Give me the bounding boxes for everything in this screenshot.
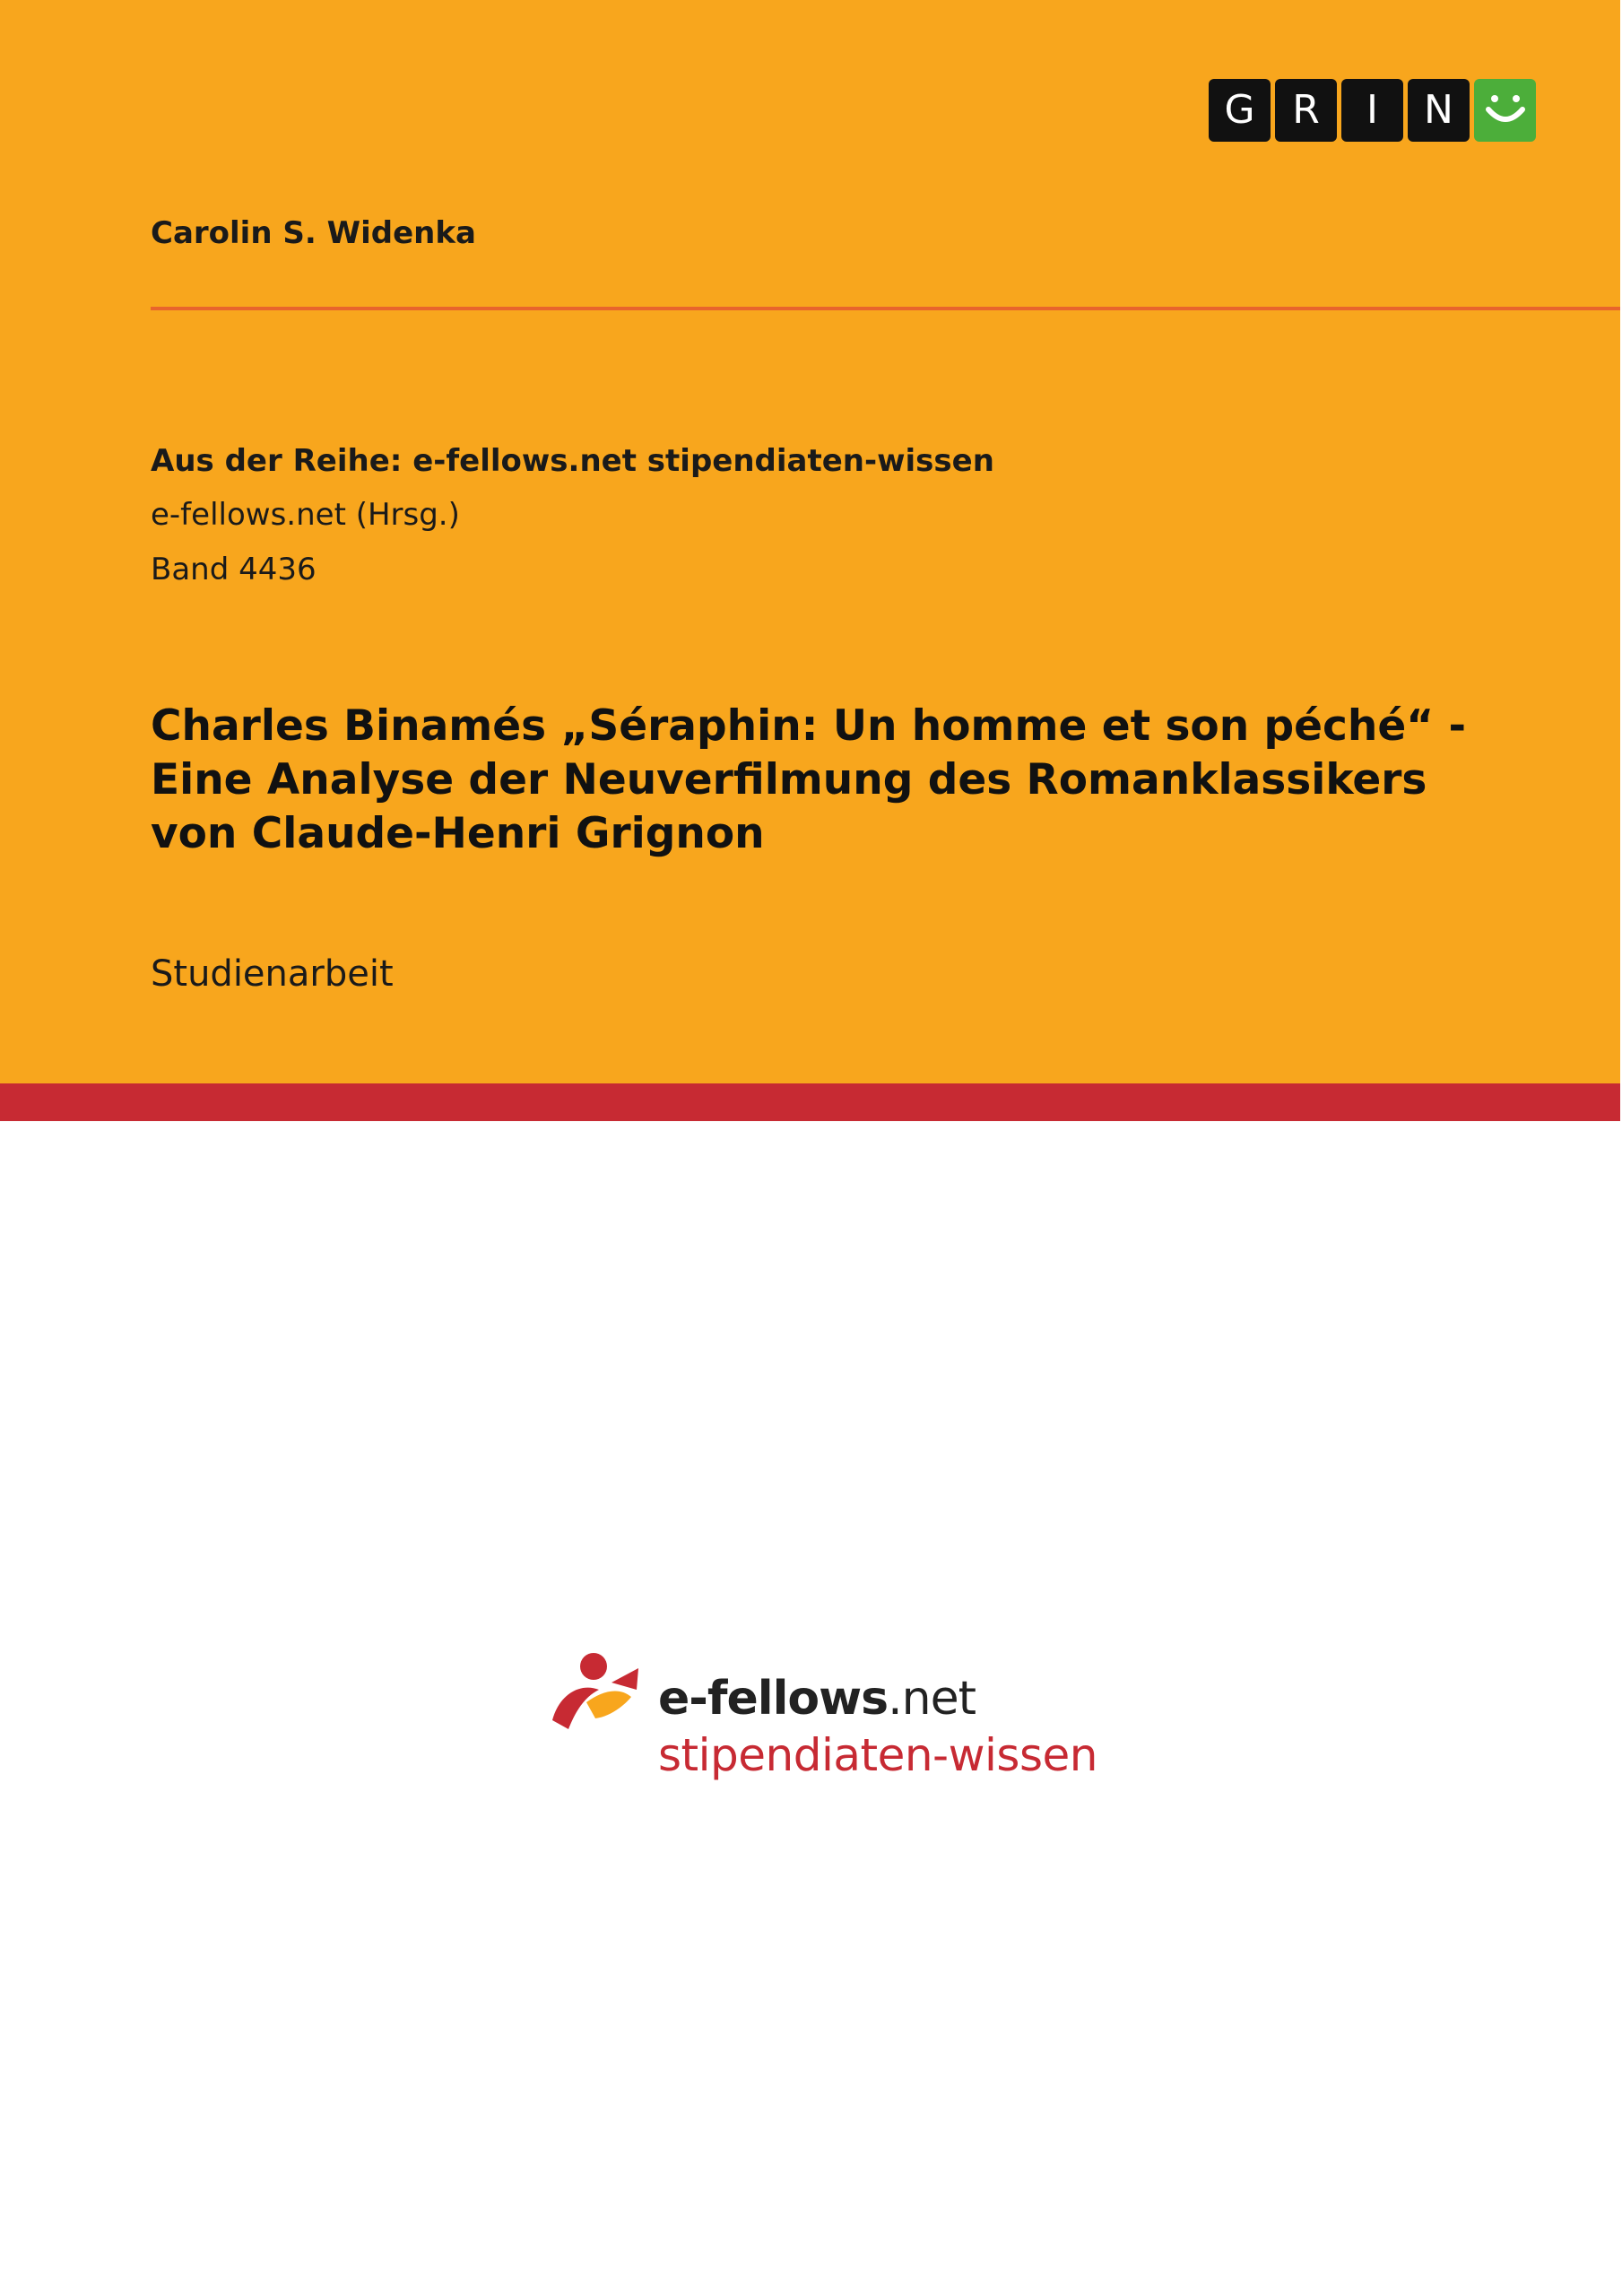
- series-volume: Band 4436: [151, 552, 317, 587]
- grin-letter-i: I: [1341, 79, 1403, 142]
- title-line: Charles Binamés „Séraphin: Un homme et son péché“ -: [151, 701, 1467, 751]
- e-fellows-figure-icon: [547, 1650, 646, 1740]
- grin-letter-r: R: [1275, 79, 1337, 142]
- book-title: [151, 700, 1467, 861]
- series-editor: e-fellows.net (Hrsg.): [151, 497, 460, 533]
- grin-logo: [1209, 79, 1536, 144]
- e-fellows-logo: [547, 1650, 1097, 1794]
- author-name: Carolin S. Widenka: [151, 215, 476, 251]
- e-fellows-brand: e-fellows.net: [658, 1672, 976, 1726]
- document-type: Studienarbeit: [151, 953, 394, 995]
- title-line: von Claude-Henri Grignon: [151, 809, 765, 858]
- grin-letter-n: N: [1408, 79, 1470, 142]
- title-line: Eine Analyse der Neuverfilmung des Romanklassikers: [151, 755, 1427, 804]
- grin-letter-g: G: [1209, 79, 1271, 142]
- red-band: [0, 1083, 1620, 1121]
- cover-top-panel: [0, 0, 1620, 1083]
- divider-rule: [151, 307, 1620, 310]
- series-label: Aus der Reihe: e-fellows.net stipendiaten-wissen: [151, 443, 994, 479]
- e-fellows-subline: stipendiaten-wissen: [658, 1729, 1097, 1781]
- smiley-icon: [1474, 79, 1536, 142]
